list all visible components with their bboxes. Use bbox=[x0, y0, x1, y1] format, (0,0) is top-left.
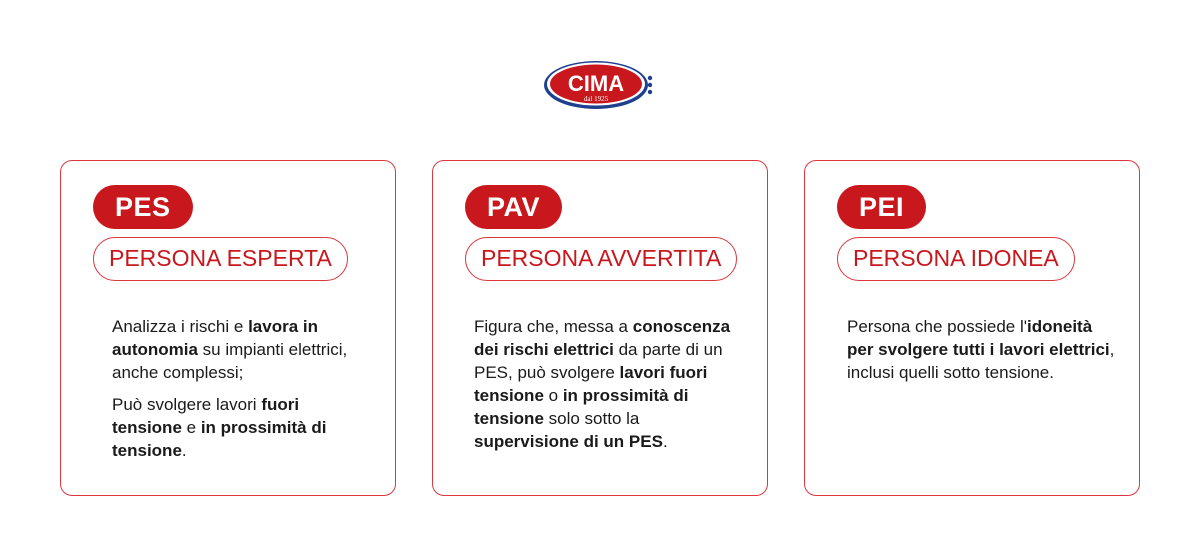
description-paragraph: Persona che possiede l'idoneità per svolgere tutti i lavori elettrici, inclusi quelli sotto tensione. bbox=[847, 317, 1115, 382]
card-pav bbox=[432, 160, 768, 496]
logo-tagline: dal 1925 bbox=[583, 95, 609, 103]
description-paragraph: Analizza i rischi e lavora in autonomia su impianti elettrici, anche complessi; bbox=[112, 317, 348, 382]
logo-brand: CIMA bbox=[567, 71, 625, 96]
code-badge: PAV bbox=[465, 185, 562, 229]
card-title: PERSONA IDONEA bbox=[837, 237, 1075, 281]
card-pes bbox=[60, 160, 396, 496]
card-description bbox=[847, 315, 1117, 393]
description-paragraph: Può svolgere lavori fuori tensione e in prossimità di tensione. bbox=[112, 395, 327, 460]
card-pei bbox=[804, 160, 1140, 496]
card-title: PERSONA AVVERTITA bbox=[465, 237, 737, 281]
cima-logo-emblem bbox=[543, 60, 655, 110]
card-description bbox=[474, 315, 742, 462]
card-title: PERSONA ESPERTA bbox=[93, 237, 348, 281]
card-description bbox=[112, 315, 370, 471]
cima-logo bbox=[543, 60, 655, 110]
code-badge: PEI bbox=[837, 185, 926, 229]
code-badge: PES bbox=[93, 185, 193, 229]
description-paragraph: Figura che, messa a conoscenza dei rischi elettrici da parte di un PES, può svolgere lavori fuori tensione o in prossimità di tensione solo sotto la supervisione di un PES. bbox=[474, 317, 731, 451]
